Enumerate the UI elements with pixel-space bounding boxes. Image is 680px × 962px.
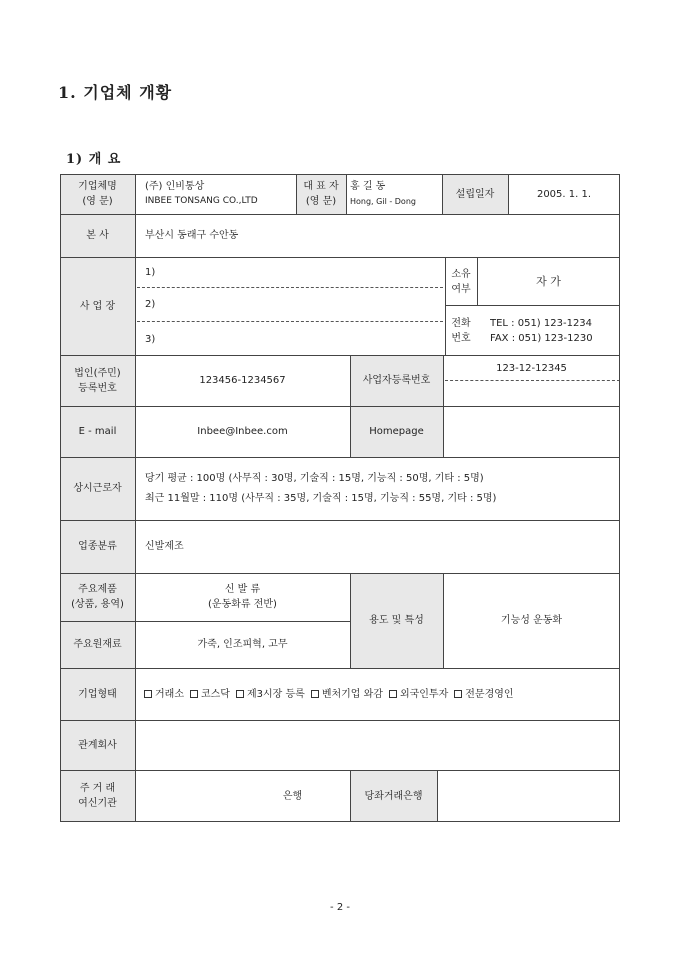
corp-reg-label: 법인(주민) 등록번호 xyxy=(60,355,135,406)
grid-line xyxy=(60,720,620,721)
biz-reg-value: 123-12-12345 xyxy=(496,362,567,374)
checkbox-venture[interactable] xyxy=(311,690,319,698)
email-label: E - mail xyxy=(60,406,135,457)
page-number: - 2 - xyxy=(330,902,350,913)
grid-line xyxy=(346,174,347,214)
ownership-label: 소유 여부 xyxy=(451,268,471,295)
grid-line xyxy=(60,520,620,521)
industry-value: 신발제조 xyxy=(145,541,184,552)
homepage-value xyxy=(443,406,620,457)
hq-value: 부산시 동래구 수안동 xyxy=(145,230,239,241)
site-line-1: 1) xyxy=(145,266,156,278)
checkbox-kosdaq[interactable] xyxy=(190,690,198,698)
grid-line xyxy=(60,621,350,622)
form-label: 기업형태 xyxy=(60,668,135,720)
biz-reg-label: 사업자등록번호 xyxy=(350,355,443,406)
grid-line xyxy=(350,770,351,822)
subsection-heading: 1) 개 요 xyxy=(66,152,122,167)
hq-label: 본 사 xyxy=(60,214,135,257)
grid-line xyxy=(60,355,620,356)
site-line-3: 3) xyxy=(145,333,156,345)
grid-line xyxy=(477,257,478,305)
founded-value: 2005. 1. 1. xyxy=(536,188,592,200)
option-kosdaq: 코스닥 xyxy=(200,688,230,700)
checking-bank-value xyxy=(437,770,620,822)
grid-line xyxy=(60,257,620,258)
industry-label: 업종분류 xyxy=(60,520,135,573)
bank-value: 은행 xyxy=(282,790,303,802)
option-third-market: 제3시장 등록 xyxy=(246,688,305,700)
company-name-label: 기업체명 (영 문) xyxy=(60,174,135,214)
workers-value: 당기 평균 : 100명 (사무직 : 30명, 기술직 : 15명, 기능직 : 50명, 기타 : 5명) 최근 11월말 : 110명 (사무직 : 35명, 기술직 : 15명, 기능직 : 55명, 기타 : 5명) xyxy=(145,473,497,504)
email-value: Inbee@Inbee.com xyxy=(197,426,288,437)
dashed-line xyxy=(137,321,443,322)
ceo-value: 홍 길 동 Hong, Gil - Dong xyxy=(350,181,416,206)
grid-line xyxy=(445,305,620,306)
grid-line xyxy=(443,573,444,668)
site-line-2: 2) xyxy=(145,298,156,310)
grid-line xyxy=(443,355,444,457)
grid-line xyxy=(350,355,351,457)
company-name-value: (주) 인비통상 INBEE TONSANG CO.,LTD xyxy=(145,181,258,206)
checkbox-professional-manager[interactable] xyxy=(454,690,462,698)
checkbox-third-market[interactable] xyxy=(236,690,244,698)
grid-line xyxy=(60,214,620,215)
affiliates-value xyxy=(135,720,620,770)
affiliates-label: 관계회사 xyxy=(60,720,135,770)
section-heading: 1. 기업체 개황 xyxy=(58,83,173,102)
option-venture: 벤처기업 와감 xyxy=(321,688,383,700)
ceo-label: 대 표 자 (영 문) xyxy=(296,174,346,214)
grid-line xyxy=(60,770,620,771)
corp-reg-value: 123456-1234567 xyxy=(199,375,286,386)
grid-line xyxy=(619,174,620,822)
usage-value: 기능성 운동화 xyxy=(500,615,563,626)
checkbox-exchange[interactable] xyxy=(144,690,152,698)
grid-line xyxy=(60,457,620,458)
ownership-value: 자 가 xyxy=(536,275,561,288)
grid-line xyxy=(60,174,620,175)
grid-line xyxy=(296,174,297,214)
grid-line xyxy=(437,770,438,822)
products-value: 신 발 류 (운동화류 전반) xyxy=(208,584,277,610)
workers-label: 상시근로자 xyxy=(60,457,135,520)
grid-line xyxy=(60,573,620,574)
founded-label: 설립일자 xyxy=(442,174,508,214)
phone-label: 전화 번호 xyxy=(451,318,471,344)
dashed-line xyxy=(445,380,620,381)
option-professional-manager: 전문경영인 xyxy=(465,688,514,700)
grid-line xyxy=(445,257,446,355)
phone-value: TEL : 051) 123-1234 FAX : 051) 123-1230 xyxy=(490,318,593,344)
grid-line xyxy=(508,174,509,214)
grid-line xyxy=(60,406,620,407)
site-label: 사 업 장 xyxy=(60,257,135,355)
option-exchange: 거래소 xyxy=(155,688,184,700)
bank-label: 주 거 래 여신기관 xyxy=(60,770,135,822)
option-foreign-investment: 외국인투자 xyxy=(399,688,449,700)
grid-line xyxy=(60,174,61,822)
usage-label: 용도 및 특성 xyxy=(350,573,443,668)
grid-line xyxy=(442,174,443,214)
grid-line xyxy=(350,573,351,668)
materials-value: 가죽, 인조피혁, 고무 xyxy=(197,639,288,650)
grid-line xyxy=(60,668,620,669)
products-label: 주요제품 (상품, 용역) xyxy=(60,573,135,621)
grid-line xyxy=(60,821,620,822)
checking-bank-label: 당좌거래은행 xyxy=(350,770,437,822)
dashed-line xyxy=(137,287,443,288)
checkbox-foreign-investment[interactable] xyxy=(389,690,397,698)
homepage-label: Homepage xyxy=(350,406,443,457)
grid-line xyxy=(135,174,136,822)
form-options xyxy=(138,668,620,720)
materials-label: 주요원재료 xyxy=(60,621,135,668)
